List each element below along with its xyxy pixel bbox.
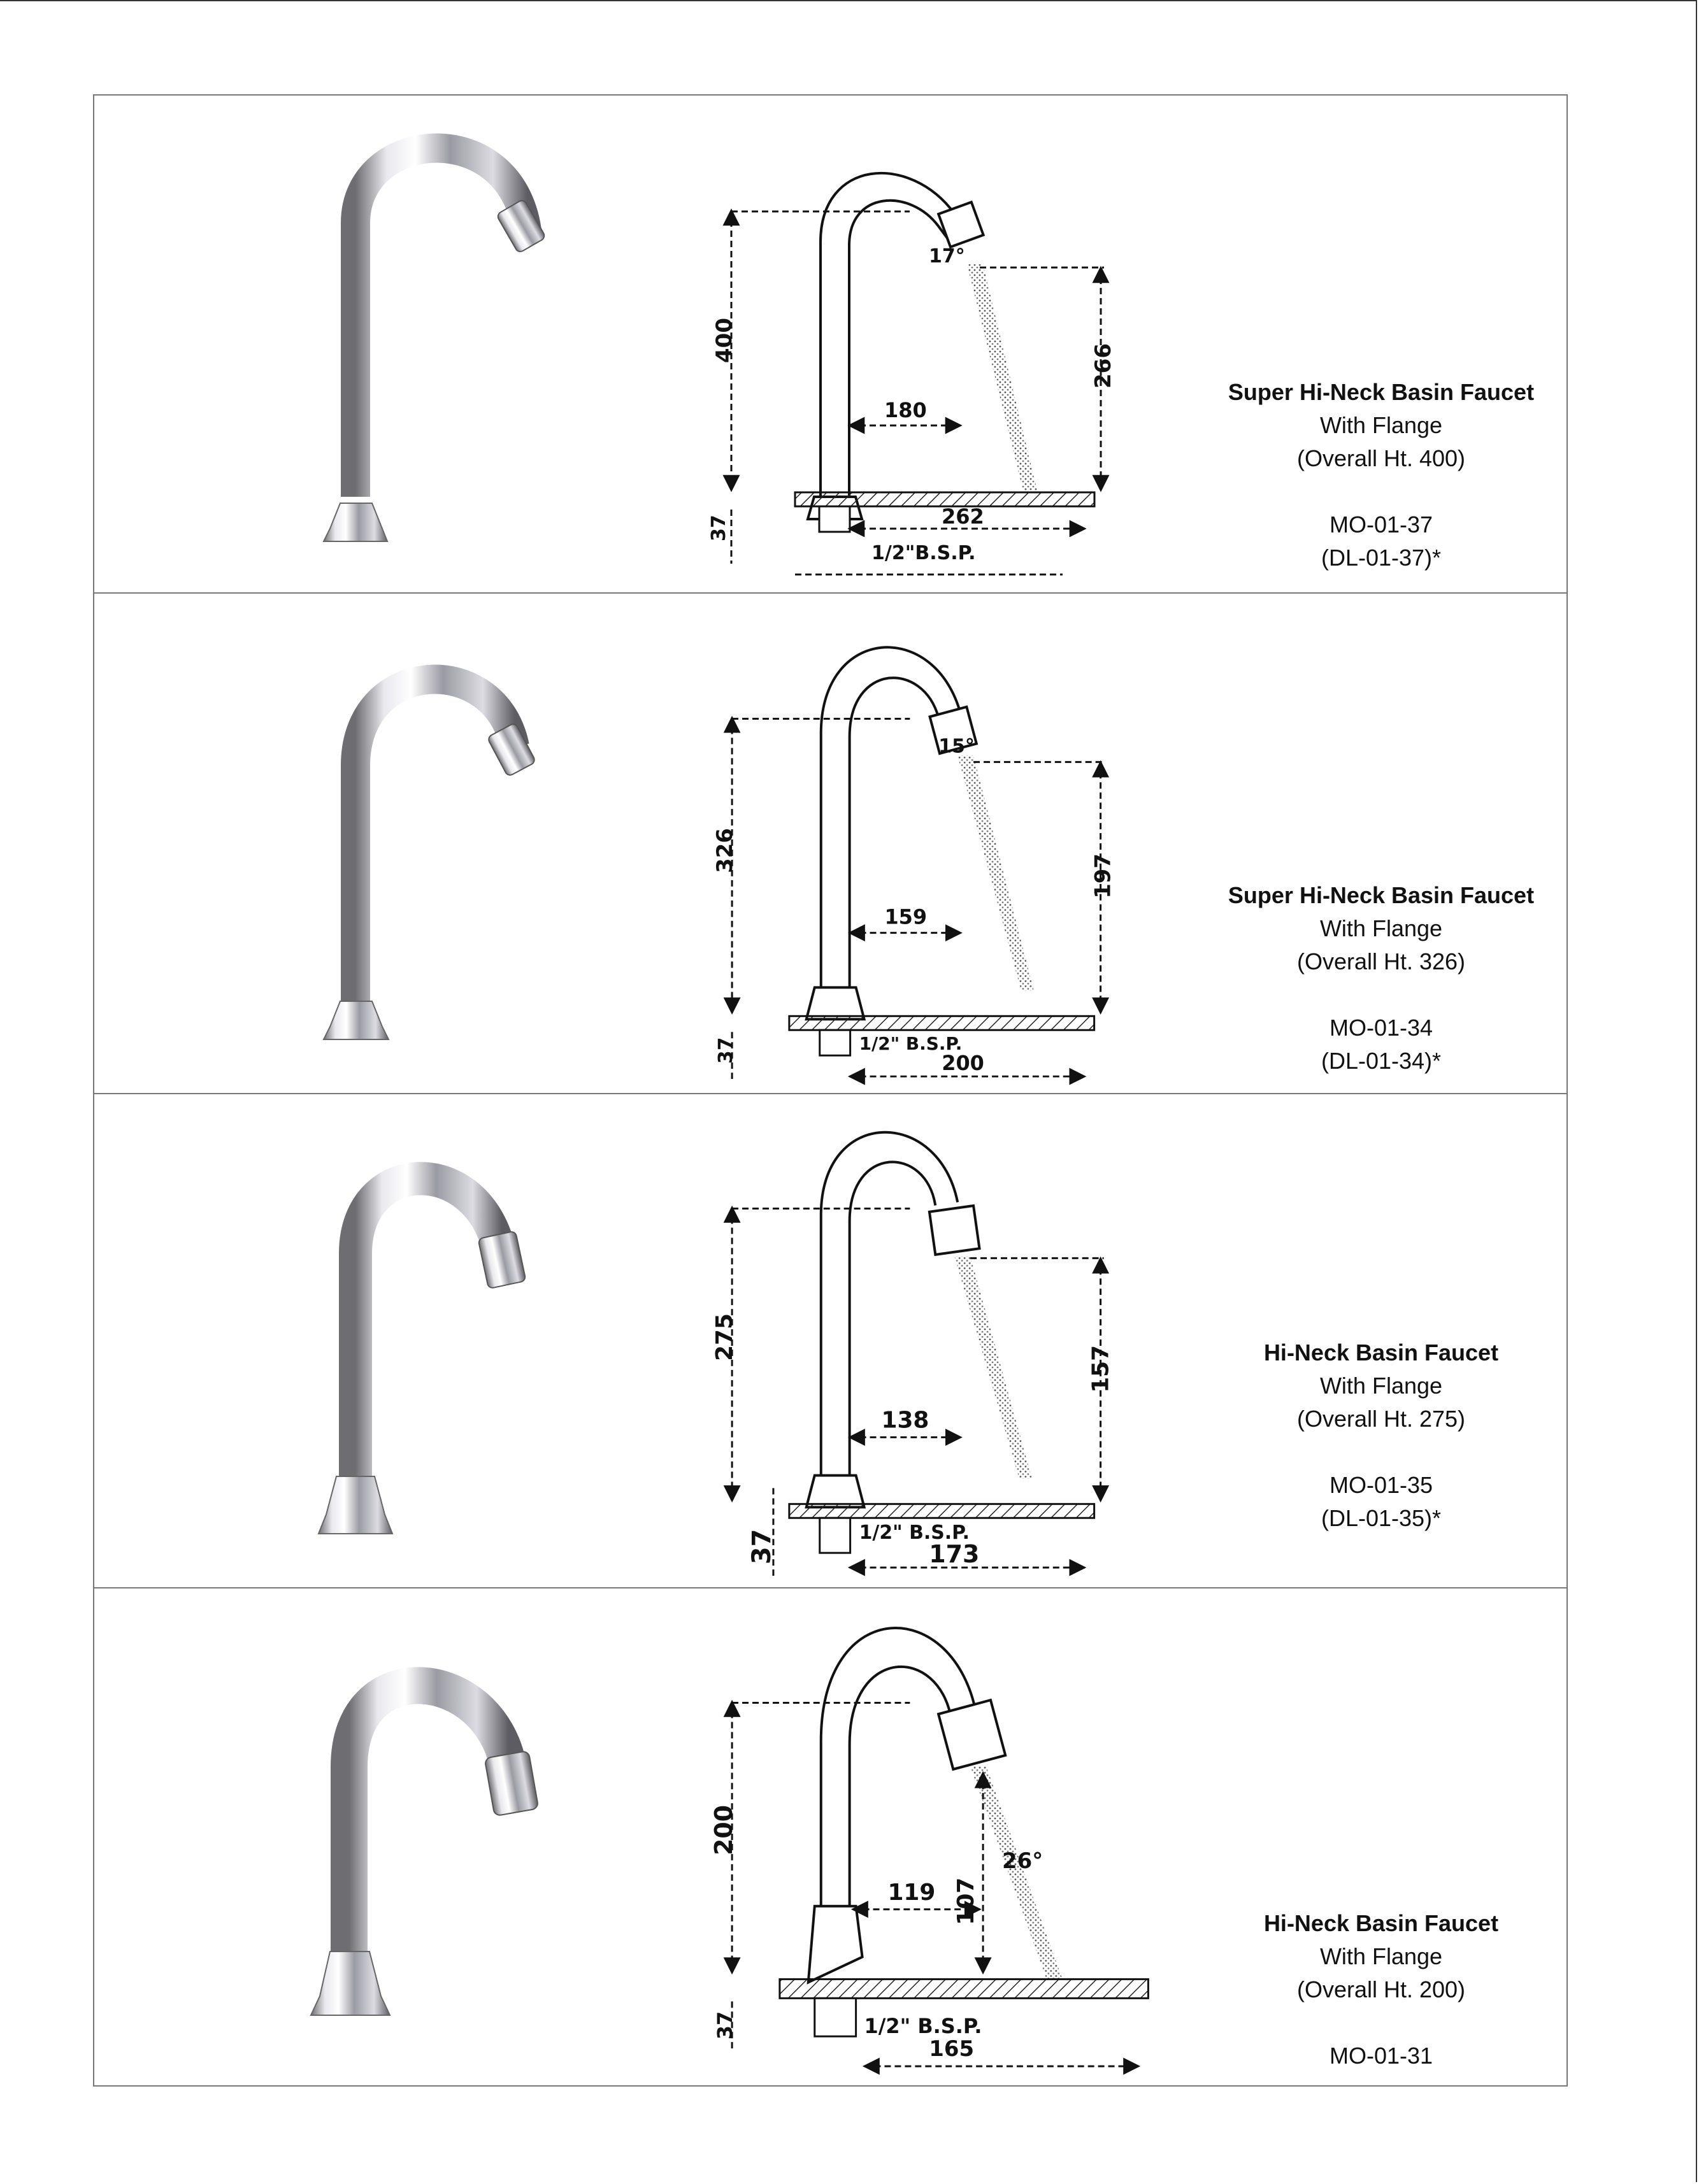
dim-clearance: 197 — [1090, 853, 1115, 899]
dim-clearance: 107 — [953, 1877, 980, 1925]
dim-thread: 1/2" B.S.P. — [864, 2014, 982, 2039]
dim-height: 200 — [710, 1804, 738, 1855]
product-name: Super Hi-Neck Basin Faucet — [1228, 379, 1535, 405]
dim-shank: 37 — [715, 1037, 738, 1064]
faucet-photo — [222, 1120, 553, 1566]
dim-angle: 17° — [929, 245, 965, 268]
dim-thread: 1/2"B.S.P. — [871, 542, 976, 564]
dim-reach: 138 — [881, 1407, 929, 1434]
product-alt-code: (DL-01-34)* — [1321, 1048, 1442, 1074]
product-alt-code: (DL-01-37)* — [1321, 545, 1442, 571]
product-info — [1203, 879, 1559, 1078]
dim-angle: 26° — [1002, 1848, 1043, 1873]
product-row — [94, 592, 1566, 1093]
product-row — [94, 1587, 1566, 2087]
product-overall-height: (Overall Ht. 400) — [1296, 445, 1466, 471]
product-subtitle: With Flange — [1319, 1373, 1443, 1399]
product-code: MO-01-35 — [1329, 1472, 1433, 1498]
product-code: MO-01-34 — [1329, 1015, 1433, 1041]
dim-height: 400 — [712, 318, 737, 363]
dim-clearance: 157 — [1087, 1345, 1114, 1393]
product-subtitle: With Flange — [1319, 1943, 1443, 1969]
dim-clearance: 266 — [1091, 343, 1116, 389]
dim-shank: 37 — [713, 2011, 738, 2040]
dim-flange: 165 — [929, 2036, 975, 2062]
product-info — [1203, 1336, 1559, 1535]
product-code: MO-01-31 — [1329, 2043, 1433, 2069]
product-code: MO-01-37 — [1329, 511, 1433, 538]
product-overall-height: (Overall Ht. 275) — [1296, 1406, 1466, 1432]
faucet-photo — [222, 619, 553, 1065]
product-row — [94, 96, 1566, 592]
dim-thread: 1/2" B.S.P. — [859, 1033, 963, 1055]
dim-thread: 1/2" B.S.P. — [859, 1522, 970, 1545]
faucet-photo — [222, 1614, 553, 2060]
dim-shank: 37 — [708, 515, 730, 541]
dim-shank: 37 — [747, 1529, 777, 1565]
dim-flange: 200 — [942, 1051, 984, 1076]
product-name: Hi-Neck Basin Faucet — [1263, 1339, 1499, 1366]
dim-reach: 159 — [884, 904, 928, 929]
dim-reach: 119 — [887, 1879, 936, 1906]
product-table — [93, 94, 1568, 2087]
product-name: Hi-Neck Basin Faucet — [1263, 1910, 1499, 1936]
product-overall-height: (Overall Ht. 200) — [1296, 1976, 1466, 2002]
product-subtitle: With Flange — [1319, 915, 1443, 941]
dim-reach: 180 — [884, 398, 927, 422]
dim-angle: 15° — [938, 735, 975, 758]
dim-height: 275 — [712, 1313, 738, 1361]
product-subtitle: With Flange — [1319, 412, 1443, 438]
dim-flange: 262 — [942, 504, 984, 529]
product-row — [94, 1093, 1566, 1587]
dim-height: 326 — [712, 828, 738, 873]
product-info — [1203, 1907, 1559, 2073]
dim-flange: 173 — [929, 1540, 980, 1569]
product-alt-code: (DL-01-35)* — [1321, 1505, 1442, 1531]
product-name: Super Hi-Neck Basin Faucet — [1228, 882, 1535, 908]
faucet-photo — [222, 121, 553, 567]
product-overall-height: (Overall Ht. 326) — [1296, 948, 1466, 974]
product-info — [1203, 376, 1559, 575]
